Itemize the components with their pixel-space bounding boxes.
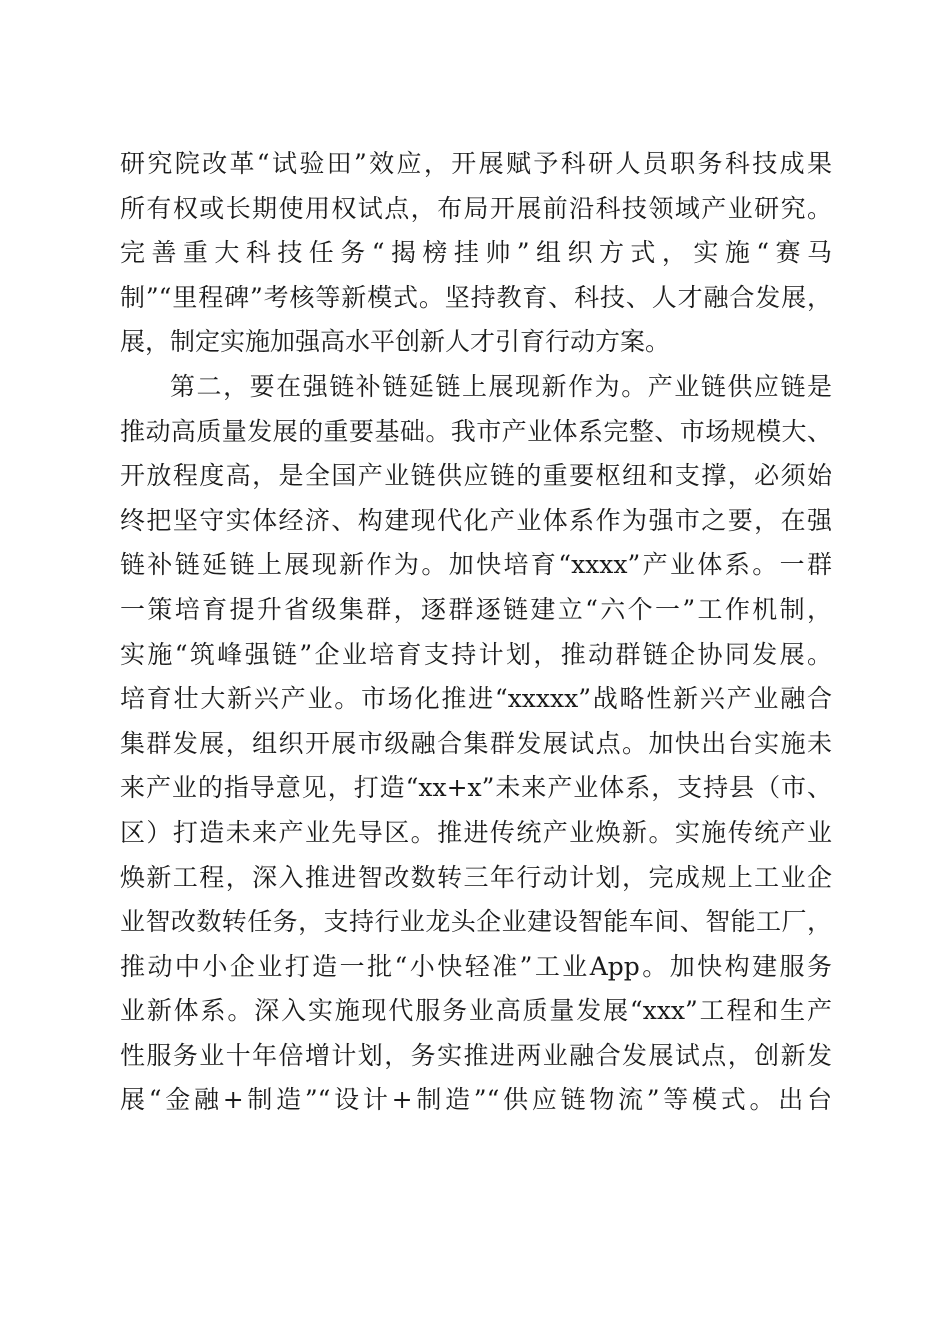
text-line: 推动中小企业打造一批“小快轻准”工业App。加快构建服务 <box>120 951 832 981</box>
paragraph-start-line: 第二，要在强链补链延链上展现新作为。产业链供应链是 <box>170 371 832 401</box>
text-line: 研究院改革“试验田”效应，开展赋予科研人员职务科技成果 <box>120 149 832 178</box>
body-text <box>120 142 832 1123</box>
text-line: 培育壮大新兴产业。市场化推进“xxxxx”战略性新兴产业融合 <box>120 684 832 714</box>
text-line: 制”“里程碑”考核等新模式。坚持教育、科技、人才融合发展， <box>120 282 832 312</box>
text-line: 一策培育提升省级集群，逐群逐链建立“六个一”工作机制， <box>120 594 832 624</box>
text-line: 终把坚守实体经济、构建现代化产业体系作为强市之要，在强 <box>120 505 832 535</box>
text-line: 推动高质量发展的重要基础。我市产业体系完整、市场规模大、 <box>120 416 832 446</box>
text-line: 集群发展，组织开展市级融合集群发展试点。加快出台实施未 <box>120 728 832 758</box>
text-line: 展，制定实施加强高水平创新人才引育行动方案。 <box>120 327 671 357</box>
text-line: 开放程度高，是全国产业链供应链的重要枢纽和支撑，必须始 <box>120 461 832 491</box>
text-line: 来产业的指导意见，打造“xx+x”未来产业体系，支持县（市、 <box>120 773 832 803</box>
text-line: 业新体系。深入实施现代服务业高质量发展“xxx”工程和生产 <box>120 996 832 1026</box>
text-line: 性服务业十年倍增计划，务实推进两业融合发展试点，创新发 <box>120 1040 832 1070</box>
text-line: 区）打造未来产业先导区。推进传统产业焕新。实施传统产业 <box>120 817 832 847</box>
text-line: 所有权或长期使用权试点，布局开展前沿科技领域产业研究。 <box>120 193 832 223</box>
text-line: 展“金融+制造”“设计+制造”“供应链物流”等模式。出台 <box>120 1085 832 1115</box>
text-line: 实施“筑峰强链”企业培育支持计划，推动群链企协同发展。 <box>120 639 832 669</box>
text-line: 业智改数转任务，支持行业龙头企业建设智能车间、智能工厂， <box>120 907 832 937</box>
text-line: 焕新工程，深入推进智改数转三年行动计划，完成规上工业企 <box>120 862 832 892</box>
text-line: 完善重大科技任务“揭榜挂帅”组织方式，实施“赛马 <box>120 238 832 268</box>
text-line: 链补链延链上展现新作为。加快培育“xxxx”产业体系。一群 <box>120 550 832 580</box>
